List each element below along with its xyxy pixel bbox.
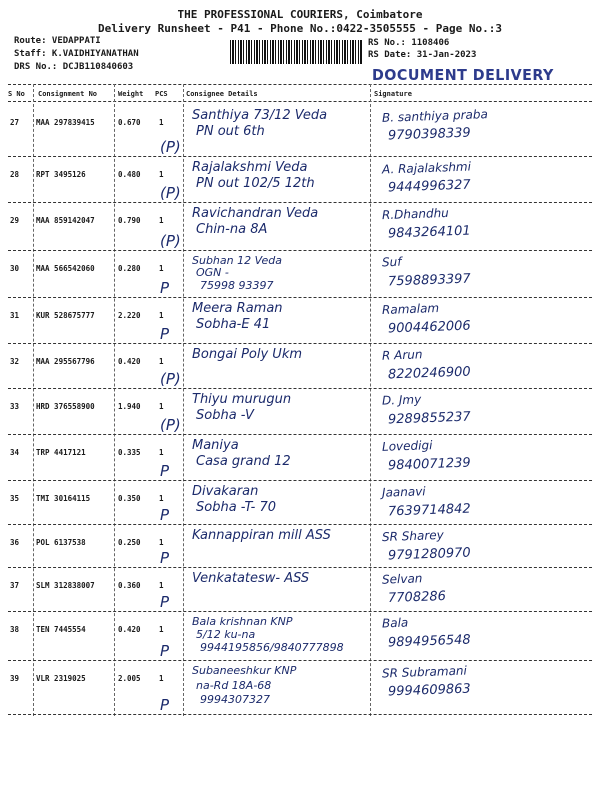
row-sno: 38 [10,625,20,634]
col-consignment: Consignment No [38,90,98,98]
payment-mark: (P) [160,138,181,156]
col-divider [114,84,115,716]
signature-line: 7708286 [387,588,447,607]
signature-line: 9994609863 [387,681,471,700]
consignee-detail-line: Subaneeshkur KNP [192,664,297,677]
signature-line: Jaanavi [381,484,426,500]
consignee-detail-line: OGN - [196,266,229,280]
consignee-detail-line: na-Rd 18A-68 [196,678,272,692]
signature-line: 9790398339 [387,125,471,144]
consignee-detail-line: 9994307327 [200,693,270,707]
row-pcs: 1 [159,118,164,127]
row-pcs: 1 [159,625,164,634]
row-sno: 36 [10,538,20,547]
row-pcs: 1 [159,448,164,457]
consignment-number: MAA 297839415 [36,118,95,127]
consignee-detail-line: Ravichandran Veda [192,206,319,221]
consignee-detail-line: Chin-na 8A [196,222,268,237]
signature-line: Suf [381,254,402,270]
signature-line: 9289855237 [387,409,471,428]
document-delivery-stamp: DOCUMENT DELIVERY [372,66,554,84]
row-pcs: 1 [159,581,164,590]
row-sno: 39 [10,674,20,683]
row-pcs: 1 [159,538,164,547]
signature-line: SR Subramani [381,663,468,681]
header-top-rule [8,84,592,85]
row-pcs: 1 [159,402,164,411]
consignee-detail-line: Thiyu murugun [192,392,292,407]
row-weight: 0.250 [118,538,141,547]
signature-line: 7598893397 [387,271,471,290]
consignee-detail-line: Bongai Poly Ukm [192,347,303,362]
consignment-number: TEN 7445554 [36,625,86,634]
runsheet-subtitle: Delivery Runsheet - P41 - Phone No.:0422-3505555 - Page No.:3 [98,22,502,35]
signature-line: Lovedigi [381,438,433,454]
row-divider [8,524,592,525]
row-weight: 0.420 [118,625,141,634]
row-divider [8,567,592,568]
row-sno: 33 [10,402,20,411]
consignment-number: HRD 376558900 [36,402,95,411]
consignee-detail-line: Sobha-E 41 [196,317,271,332]
row-sno: 29 [10,216,20,225]
row-divider [8,388,592,389]
col-weight: Weight [118,90,144,98]
row-sno: 32 [10,357,20,366]
signature-line: SR Sharey [381,527,444,545]
consignment-number: VLR 2319025 [36,674,86,683]
signature-line: Bala [381,615,409,631]
row-weight: 2.220 [118,311,141,320]
consignee-detail-line: Casa grand 12 [196,454,291,469]
consignment-number: POL 6137538 [36,538,86,547]
consignment-number: TMI 30164115 [36,494,91,503]
row-pcs: 1 [159,357,164,366]
signature-line: 9444996327 [387,177,471,196]
consignee-detail-line: PN out 6th [196,124,265,139]
row-sno: 31 [10,311,20,320]
consignee-detail-line: 9944195856/9840777898 [200,641,344,654]
consignment-number: KUR 528675777 [36,311,95,320]
signature-line: 9791280970 [387,545,471,563]
consignee-detail-line: Kannappiran mill ASS [192,528,331,543]
consignee-detail-line: 75998 93397 [200,278,274,292]
rs-date: RS Date: 31-Jan-2023 [368,50,477,60]
consignee-detail-line: Divakaran [192,484,259,499]
row-sno: 28 [10,170,20,179]
row-sno: 30 [10,264,20,273]
consignment-number: MAA 859142047 [36,216,95,225]
row-weight: 0.280 [118,264,141,273]
consignment-number: TRP 4417121 [36,448,86,457]
barcode [230,40,362,64]
col-signature: Signature [374,90,412,98]
col-divider [183,84,184,716]
consignment-number: SLM 312838007 [36,581,95,590]
consignee-detail-line: Sobha -V [196,408,254,423]
row-divider [8,250,592,251]
row-weight: 0.360 [118,581,141,590]
row-divider [8,156,592,157]
signature-line: R.Dhandhu [381,205,450,223]
row-weight: 0.335 [118,448,141,457]
row-weight: 0.350 [118,494,141,503]
signature-line: R Arun [381,347,423,363]
row-weight: 0.790 [118,216,141,225]
row-weight: 1.940 [118,402,141,411]
payment-mark: (P) [160,416,181,434]
row-pcs: 1 [159,216,164,225]
row-pcs: 1 [159,170,164,179]
consignee-detail-line: PN out 102/5 12th [196,176,315,191]
col-sno: S No [8,90,25,98]
payment-mark: P [160,593,170,611]
header-bottom-rule [8,101,592,102]
row-divider [8,660,592,661]
consignee-detail-line: Meera Raman [192,301,283,316]
col-divider [370,84,371,716]
col-consignee: Consignee Details [186,90,258,98]
row-divider [8,480,592,481]
signature-line: 9843264101 [387,223,471,242]
consignee-detail-line: 5/12 ku-na [196,628,256,641]
signature-line: B. santhiya praba [381,107,489,125]
consignee-detail-line: Sobha -T- 70 [196,500,276,515]
staff-label: Staff: K.VAIDHIYANATHAN [14,49,139,59]
row-weight: 0.420 [118,357,141,366]
row-divider [8,611,592,612]
payment-mark: P [160,549,170,567]
signature-line: 9004462006 [387,318,471,337]
payment-mark: P [160,325,170,343]
row-divider [8,434,592,435]
row-sno: 35 [10,494,20,503]
payment-mark: (P) [160,370,181,388]
consignee-detail-line: Santhiya 73/12 Veda [192,108,328,123]
signature-line: D. Jmy [381,392,422,408]
row-divider [8,297,592,298]
row-pcs: 1 [159,264,164,273]
consignment-number: MAA 566542060 [36,264,95,273]
consignment-number: RPT 3495126 [36,170,86,179]
row-divider [8,202,592,203]
consignment-number: MAA 295567796 [36,357,95,366]
row-divider [8,343,592,344]
row-sno: 34 [10,448,20,457]
signature-line: 9840071239 [387,455,471,474]
col-divider [33,84,34,716]
company-title: THE PROFESSIONAL COURIERS, Coimbatore [177,8,423,21]
payment-mark: P [160,642,170,660]
col-pcs: PCS [155,90,168,98]
payment-mark: (P) [160,184,181,202]
signature-line: A. Rajalakshmi [381,159,472,177]
consignee-detail-line: Bala krishnan KNP [192,615,293,628]
row-pcs: 1 [159,494,164,503]
row-weight: 0.670 [118,118,141,127]
payment-mark: P [160,506,170,524]
row-sno: 37 [10,581,20,590]
signature-line: 7639714842 [387,501,471,520]
row-sno: 27 [10,118,20,127]
drs-number: DRS No.: DCJB110840603 [14,62,134,72]
row-weight: 0.480 [118,170,141,179]
consignee-detail-line: Subhan 12 Veda [192,254,282,267]
rs-number: RS No.: 1108406 [368,38,450,48]
signature-line: 9894956548 [387,632,471,651]
signature-line: 8220246900 [387,364,471,383]
signature-line: Ramalam [381,301,440,317]
row-weight: 2.005 [118,674,141,683]
row-pcs: 1 [159,674,164,683]
payment-mark: P [160,279,170,297]
consignee-detail-line: Maniya [192,438,239,453]
payment-mark: (P) [160,232,181,250]
payment-mark: P [160,696,170,714]
row-pcs: 1 [159,311,164,320]
payment-mark: P [160,462,170,480]
signature-line: Selvan [381,571,423,587]
row-divider [8,714,592,715]
route-label: Route: VEDAPPATI [14,36,101,46]
consignee-detail-line: Venkatatesw- ASS [192,571,310,586]
consignee-detail-line: Rajalakshmi Veda [192,160,308,175]
